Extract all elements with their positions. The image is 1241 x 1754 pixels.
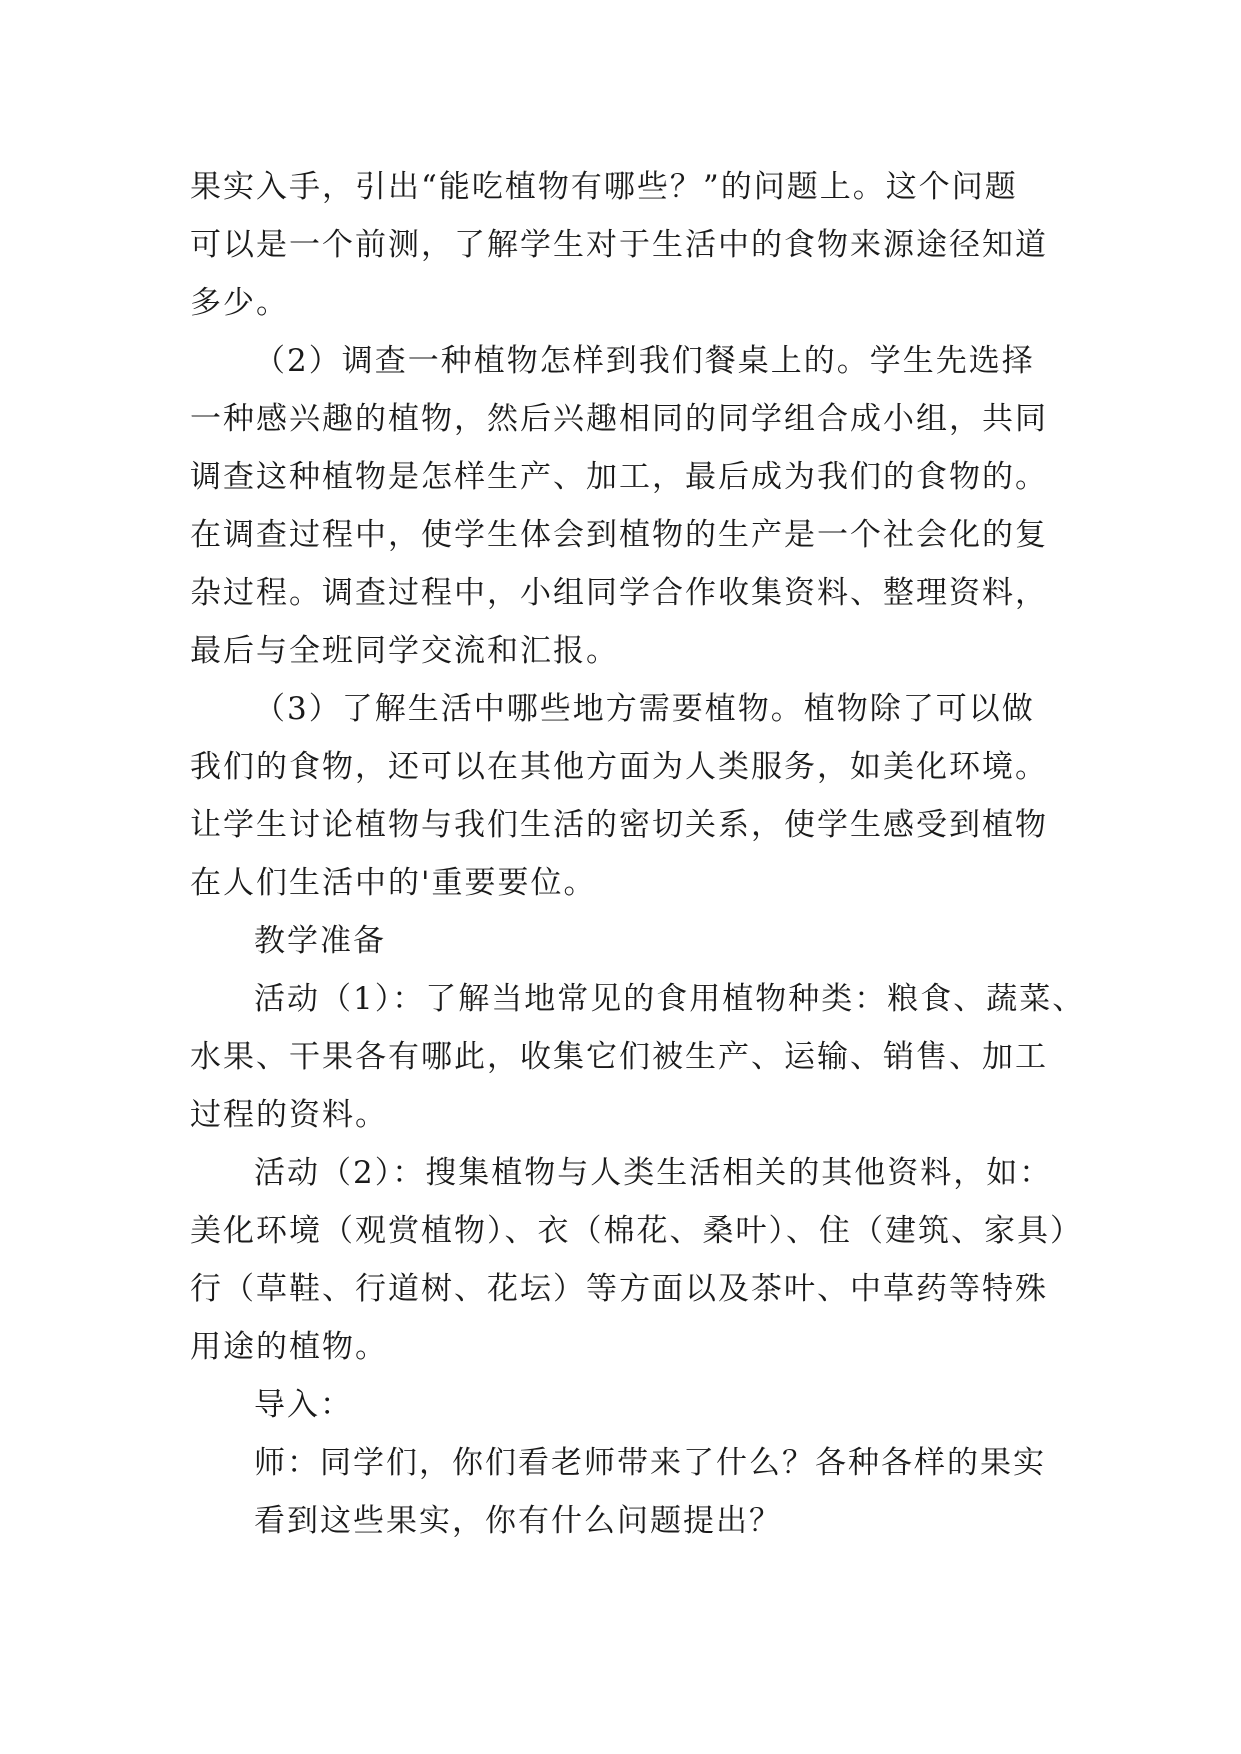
body-text	[190, 158, 1086, 1550]
text-line-23: 师：同学们，你们看老师带来了什么？各种各样的果实	[254, 1445, 1046, 1481]
text-line-20: 行（草鞋、行道树、花坛）等方面以及茶叶、中草药等特殊	[190, 1271, 1048, 1307]
text-line-9: 最后与全班同学交流和汇报。	[190, 633, 619, 669]
section-heading-introduction: 导入：	[254, 1387, 353, 1423]
text-line-11: 我们的食物，还可以在其他方面为人类服务，如美化环境。	[190, 749, 1048, 785]
text-line-7: 在调查过程中，使学生体会到植物的生产是一个社会化的复	[190, 517, 1048, 553]
text-line-15: 活动（1）：了解当地常见的食用植物种类：粮食、蔬菜、	[254, 981, 1086, 1017]
text-line-13: 在人们生活中的'重要要位。	[190, 865, 597, 901]
text-line-24: 看到这些果实，你有什么问题提出？	[254, 1503, 782, 1539]
text-line-17: 过程的资料。	[190, 1097, 388, 1133]
text-line-18: 活动（2）：搜集植物与人类生活相关的其他资料，如：	[254, 1155, 1053, 1191]
text-line-8: 杂过程。调查过程中，小组同学合作收集资料、整理资料，	[190, 575, 1048, 611]
text-line-1: 果实入手，引出“能吃植物有哪些？”的问题上。这个问题	[190, 169, 1018, 205]
section-heading-teaching-prep: 教学准备	[254, 923, 386, 959]
text-line-2: 可以是一个前测，了解学生对于生活中的食物来源途径知道	[190, 227, 1048, 263]
text-line-6: 调查这种植物是怎样生产、加工，最后成为我们的食物的。	[190, 459, 1048, 495]
text-line-3: 多少。	[190, 285, 289, 321]
text-line-16: 水果、干果各有哪此，收集它们被生产、运输、销售、加工	[190, 1039, 1048, 1075]
text-line-10: （3）了解生活中哪些地方需要植物。植物除了可以做	[254, 691, 1035, 727]
text-line-12: 让学生讨论植物与我们生活的密切关系，使学生感受到植物	[190, 807, 1048, 843]
text-line-21: 用途的植物。	[190, 1329, 388, 1365]
text-line-19: 美化环境（观赏植物）、衣（棉花、桑叶）、住（建筑、家具）	[190, 1213, 1083, 1249]
text-line-4: （2）调查一种植物怎样到我们餐桌上的。学生先选择	[254, 343, 1035, 379]
text-line-5: 一种感兴趣的植物，然后兴趣相同的同学组合成小组，共同	[190, 401, 1048, 437]
